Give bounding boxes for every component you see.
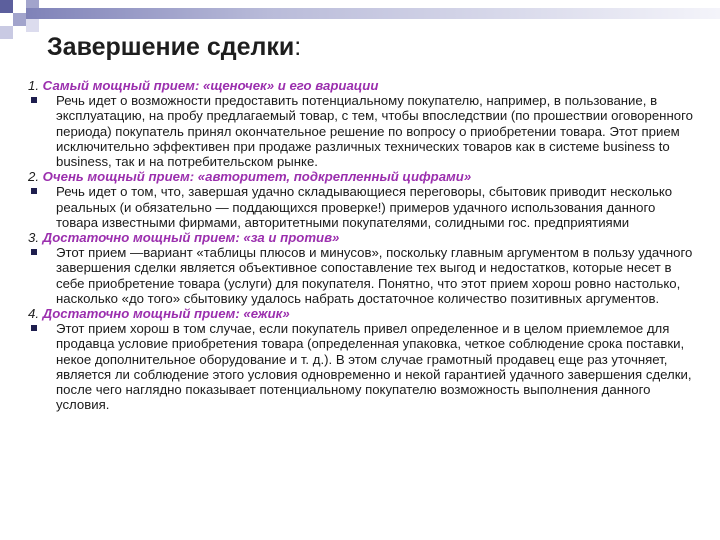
- square-7: [26, 19, 39, 32]
- section-number: 4.: [28, 306, 39, 322]
- section-number: 3.: [28, 230, 39, 246]
- bullet-text: Речь идет о том, что, завершая удачно складывающиеся переговоры, сбытовик приводит несколько реальных (и обязательно — поддающихся проверке!) примеров удачного использования данного товара известными фирмами, авторитетными покупателями, солидными гос. предприятиями: [56, 184, 673, 230]
- bullet-item-3: [26, 245, 696, 306]
- bullet-text: Речь идет о возможности предоставить потенциальному покупателю, например, в пользование, в эксплуатацию, на пробу предлагаемый товар, с тем, чтобы впоследствии (по прошествии оговоренного периода) покупатель принял окончательное решение по вопросу о приобретении товара. Этот прием исключительно эффективен при продаже различных технических товаров как в системе business to business, так и на потребительском рынке.: [56, 93, 693, 170]
- section-heading-text: Достаточно мощный прием: «ежик»: [42, 306, 290, 322]
- square-6: [0, 26, 13, 39]
- section-heading-3: [26, 230, 696, 245]
- square-bullet-icon: [31, 249, 37, 255]
- square-bullet-icon: [31, 97, 37, 103]
- square-bullet-icon: [31, 325, 37, 331]
- section-number: 1.: [28, 78, 39, 93]
- section-number: 2.: [28, 169, 39, 185]
- slide-title-colon: :: [294, 33, 302, 61]
- square-4: [13, 13, 26, 26]
- section-heading-4: [26, 306, 696, 321]
- section-heading-1: [26, 78, 696, 93]
- header-gradient-bar: [26, 8, 720, 19]
- slide-title: [47, 33, 301, 62]
- bullet-item-1: [26, 93, 696, 169]
- slide-body: [26, 78, 696, 412]
- square-5: [0, 13, 13, 26]
- section-heading-text: Достаточно мощный прием: «за и против»: [42, 230, 340, 246]
- section-heading-text: Очень мощный прием: «авторитет, подкрепленный цифрами»: [42, 169, 472, 185]
- bullet-item-2: [26, 184, 696, 230]
- section-heading-2: [26, 169, 696, 184]
- square-1: [0, 0, 13, 13]
- section-heading-text: Самый мощный прием: «щеночек» и его вариации: [42, 78, 379, 93]
- square-bullet-icon: [31, 188, 37, 194]
- bullet-item-4: [26, 321, 696, 412]
- slide-title-text: Завершение сделки: [47, 33, 295, 61]
- bullet-text: Этот прием хорош в том случае, если покупатель привел определенное и в целом приемлемое для продавца условие приобретения товара (определенная упаковка, четкое соблюдение срока поставки, некое дополнительное оборудование и т. д.). В этом случае грамотный продавец еще раз уточняет, является ли соблюдение этого условия одновременно и некой гарантией удачного завершения сделки, после чего наглядно показывает потенциальному покупателю возможность выполнения данного условия.: [56, 321, 692, 413]
- square-3: [26, 0, 39, 8]
- bullet-text: Этот прием —вариант «таблицы плюсов и минусов», поскольку главным аргументом в пользу удачного завершения сделки является объективное сопоставление тех выгод и недостатков, которые несет в себе приобретение товара (услуги) для покупателя. Понятно, что этот прием хорош ровно настолько, насколько «до того» сбытовику удалось набрать достаточное количество позитивных аргументов.: [56, 245, 693, 306]
- square-2: [13, 0, 26, 13]
